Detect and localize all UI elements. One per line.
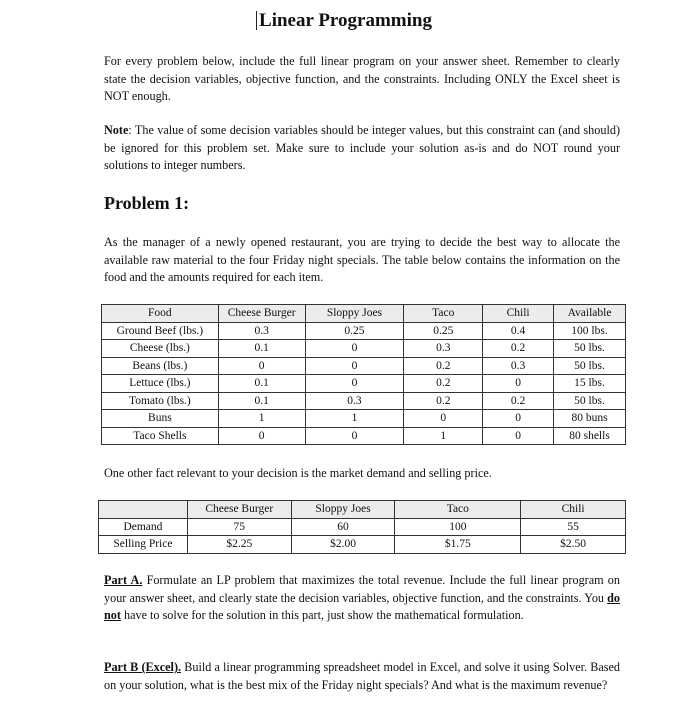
part-b-label: Part B (Excel). [104, 660, 182, 674]
demand-intro: One other fact relevant to your decision is the market demand and selling price. [104, 466, 492, 480]
resource-table-cell: 0 [483, 375, 554, 393]
resource-table-header-cell: Sloppy Joes [305, 305, 404, 323]
resource-table-cell: 0 [483, 410, 554, 428]
part-a-label: Part A. [104, 573, 143, 587]
resource-table-cell: 0 [483, 427, 554, 445]
resource-table-cell: 1 [218, 410, 305, 428]
resource-table-cell: 0 [218, 427, 305, 445]
demand-table-header-row [99, 501, 626, 519]
problem-heading: Problem 1: [104, 193, 190, 213]
demand-table-header-cell: Sloppy Joes [291, 501, 395, 519]
scenario-paragraph: As the manager of a newly opened restaurant, you are trying to decide the best way to allocate the available raw material to the four Friday night specials. The table below contains the information on the food and the amounts required for each item. [104, 235, 620, 284]
page-title: Linear Programming [259, 10, 432, 31]
demand-table-cell: 75 [187, 518, 291, 536]
resource-table-header-cell: Available [554, 305, 626, 323]
resource-table-cell: 0.2 [404, 392, 483, 410]
part-a-emphasis: do not [104, 590, 620, 622]
part-b-text: Build a linear programming spreadsheet model in Excel, and solve it using Solver. Based on your solution, what is the best mix of the Friday night specials? And what is the maximum revenue? [104, 660, 620, 692]
page-title-wrap [0, 10, 691, 32]
demand-table-row-label: Demand [99, 518, 188, 536]
resource-table-row [102, 322, 626, 340]
demand-table [98, 500, 626, 554]
resource-table-cell: 0.25 [404, 322, 483, 340]
resource-table-cell: 80 buns [554, 410, 626, 428]
resource-table-cell: 0.3 [483, 357, 554, 375]
resource-table-row-label: Cheese (lbs.) [102, 340, 219, 358]
part-a-text-2: have to solve for the solution in this part, just show the mathematical formulation. [120, 608, 524, 622]
resource-table-cell: 0.1 [218, 340, 305, 358]
demand-table-cell: $2.25 [187, 536, 291, 554]
resource-table-cell: 0.2 [404, 357, 483, 375]
resource-table-row [102, 340, 626, 358]
note-label: Note [104, 123, 129, 137]
part-a-paragraph [104, 572, 620, 625]
resource-table-header-cell: Cheese Burger [218, 305, 305, 323]
resource-table-cell: 100 lbs. [554, 322, 626, 340]
intro-paragraph: For every problem below, include the full linear program on your answer sheet. Remember to clearly state the decision variables, objective function, and the constraints. Including ONLY the Excel sheet is NOT enough. [104, 54, 620, 103]
resource-table-cell: 50 lbs. [554, 357, 626, 375]
resource-table-cell: 1 [305, 410, 404, 428]
resource-table-cell: 0 [305, 340, 404, 358]
demand-table-cell: $2.50 [521, 536, 626, 554]
resource-table-cell: 0.3 [305, 392, 404, 410]
demand-table-row [99, 536, 626, 554]
resource-table-row-label: Beans (lbs.) [102, 357, 219, 375]
resource-table-cell: 0.4 [483, 322, 554, 340]
resource-table-cell: 0.3 [218, 322, 305, 340]
resource-table-header-cell: Chili [483, 305, 554, 323]
note-text: : The value of some decision variables should be integer values, but this constraint can (and should) be ignored for this problem set. Make sure to include your solution as-is and do NOT round your solutions to integer numbers. [104, 123, 620, 172]
resource-table-row-label: Buns [102, 410, 219, 428]
resource-table-cell: 0 [305, 375, 404, 393]
resource-table-cell: 0.2 [404, 375, 483, 393]
resource-table-cell: 0.2 [483, 340, 554, 358]
demand-table-cell: 60 [291, 518, 395, 536]
resource-table-cell: 50 lbs. [554, 340, 626, 358]
resource-table-row [102, 357, 626, 375]
demand-table-row-label: Selling Price [99, 536, 188, 554]
resource-table-row-label: Ground Beef (lbs.) [102, 322, 219, 340]
resource-table-cell: 1 [404, 427, 483, 445]
resource-table-row [102, 392, 626, 410]
resource-table-row-label: Taco Shells [102, 427, 219, 445]
resource-table-cell: 0.25 [305, 322, 404, 340]
resource-table-cell: 0.1 [218, 375, 305, 393]
demand-table-row [99, 518, 626, 536]
demand-table-cell: 55 [521, 518, 626, 536]
note-paragraph [104, 122, 620, 175]
resource-table-row-label: Lettuce (lbs.) [102, 375, 219, 393]
resource-table-cell: 80 shells [554, 427, 626, 445]
resource-table-cell: 0 [218, 357, 305, 375]
part-b-paragraph [104, 659, 620, 694]
resource-table-cell: 0 [305, 427, 404, 445]
resource-table-header-cell: Food [102, 305, 219, 323]
demand-table-header-cell: Taco [395, 501, 521, 519]
resource-table-cell: 0 [305, 357, 404, 375]
resource-table-cell: 0.3 [404, 340, 483, 358]
resource-table-cell: 0 [404, 410, 483, 428]
resource-table-row [102, 410, 626, 428]
demand-table-header-cell [99, 501, 188, 519]
part-a-text-1: Formulate an LP problem that maximizes the total revenue. Include the full linear program on your answer sheet, and clearly state the decision variables, objective function, and the constraints. You [104, 573, 620, 605]
resource-table-cell: 50 lbs. [554, 392, 626, 410]
resource-table-cell: 0.2 [483, 392, 554, 410]
demand-table-header-cell: Chili [521, 501, 626, 519]
resource-table-header-cell: Taco [404, 305, 483, 323]
demand-table-cell: 100 [395, 518, 521, 536]
resource-table-cell: 0.1 [218, 392, 305, 410]
resource-table-row-label: Tomato (lbs.) [102, 392, 219, 410]
demand-table-cell: $2.00 [291, 536, 395, 554]
resource-table-row [102, 375, 626, 393]
resource-table-header-row [102, 305, 626, 323]
demand-table-header-cell: Cheese Burger [187, 501, 291, 519]
resource-table [101, 304, 626, 445]
demand-table-cell: $1.75 [395, 536, 521, 554]
resource-table-cell: 15 lbs. [554, 375, 626, 393]
resource-table-row [102, 427, 626, 445]
